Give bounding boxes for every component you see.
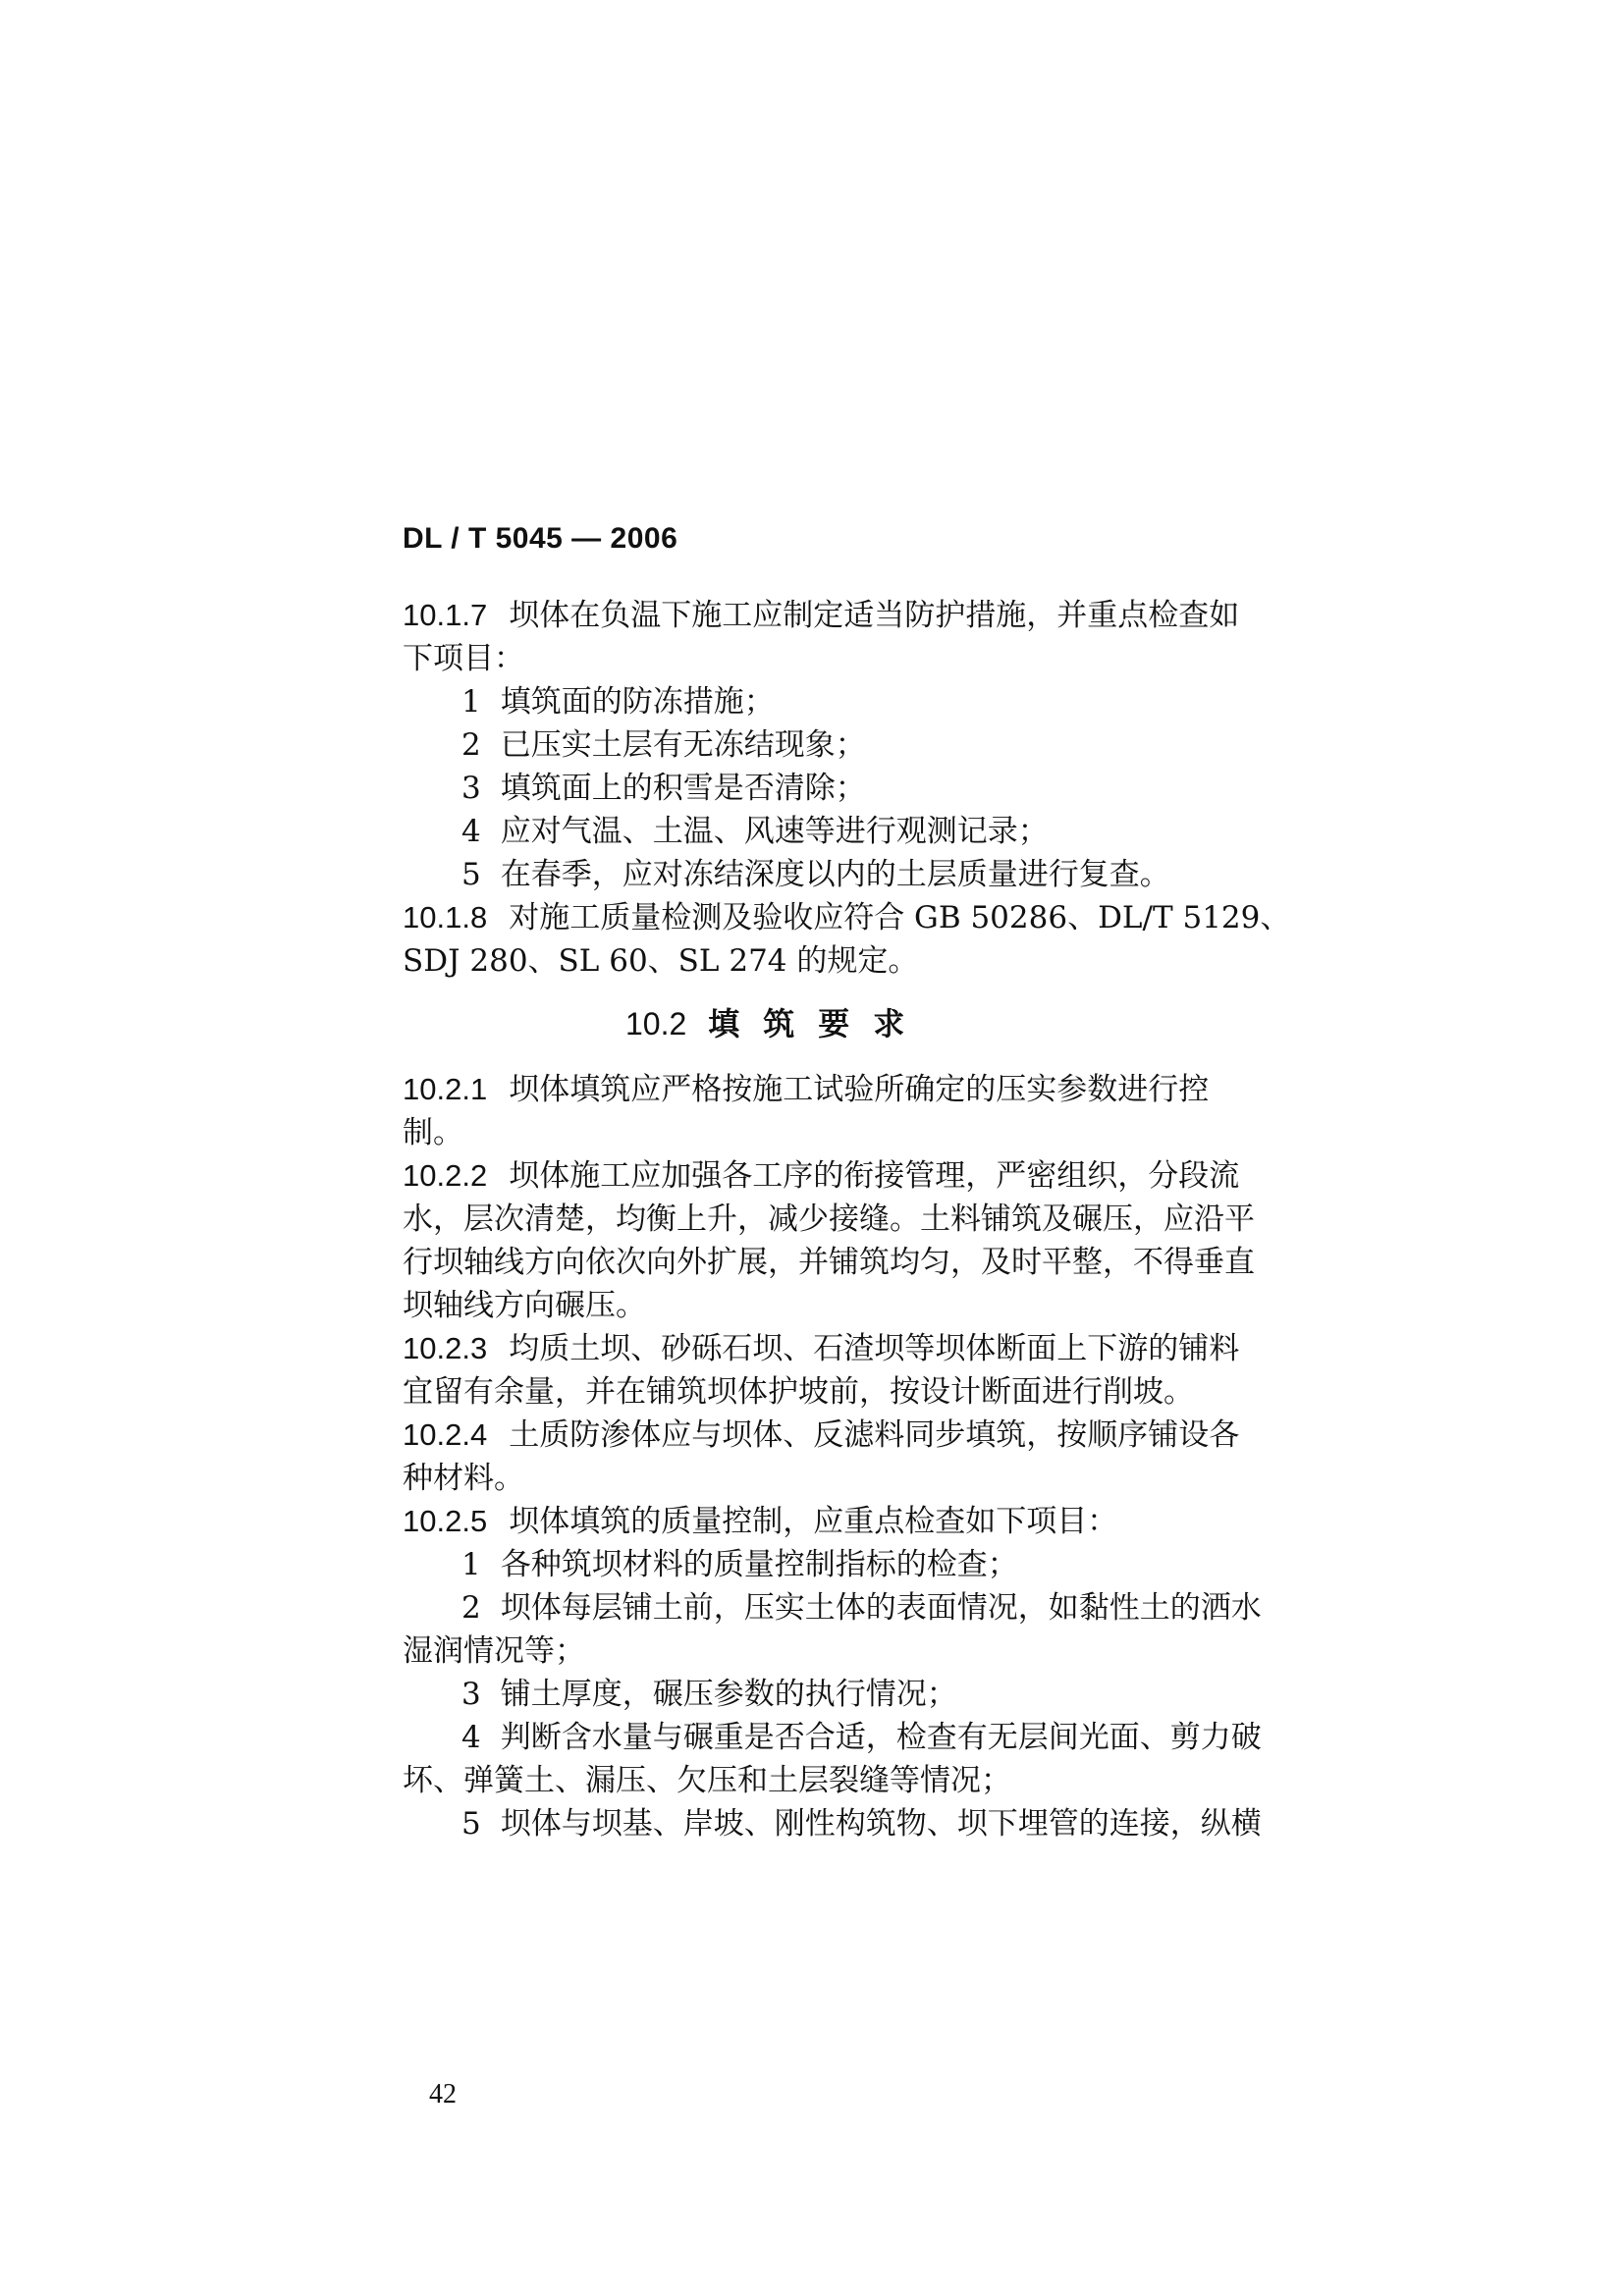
clause-10-2-1-continuation: 制。 xyxy=(403,1115,463,1150)
section-number: 10.2 xyxy=(625,1006,687,1041)
list-item-number: 4 xyxy=(461,814,481,849)
clause-10-1-8 xyxy=(403,896,1290,939)
clause-text: 坝体施工应加强各工序的衔接管理，严密组织，分段流 xyxy=(509,1158,1240,1194)
clause-number: 10.1.7 xyxy=(403,598,488,632)
list-item-number: 1 xyxy=(461,684,481,720)
list-item-text: 坝体与坝基、岸坡、刚性构筑物、坝下埋管的连接，纵横 xyxy=(500,1806,1262,1842)
list-item xyxy=(461,1673,957,1716)
list-item xyxy=(461,680,775,723)
list-item xyxy=(461,1543,1018,1586)
section-title: 填筑要求 xyxy=(708,1005,929,1042)
clause-10-2-2 xyxy=(403,1154,1239,1198)
list-item-number: 2 xyxy=(461,727,481,763)
list-item-text: 坝体每层铺土前，压实土体的表面情况，如黏性土的洒水 xyxy=(500,1590,1262,1626)
list-item-number: 3 xyxy=(461,1677,481,1712)
section-heading xyxy=(625,999,928,1044)
clause-10-2-4-continuation: 种材料。 xyxy=(403,1461,524,1496)
list-item-continuation: 湿润情况等； xyxy=(403,1633,585,1669)
list-item xyxy=(461,853,1170,896)
list-item-number: 5 xyxy=(461,857,481,892)
list-item-text: 判断含水量与碾重是否合适，检查有无层间光面、剪力破 xyxy=(500,1720,1262,1755)
clause-10-2-3-continuation: 宜留有余量，并在铺筑坝体护坡前，按设计断面进行削坡。 xyxy=(403,1374,1194,1410)
clause-text: 均质土坝、砂砾石坝、石渣坝等坝体断面上下游的铺料 xyxy=(509,1331,1240,1366)
list-item xyxy=(461,810,1049,853)
document-code: DL / T 5045 — 2006 xyxy=(403,522,678,555)
clause-text: 对施工质量检测及验收应符合 GB 50286、DL/T 5129、 xyxy=(509,900,1291,935)
list-item-text: 在春季，应对冻结深度以内的土层质量进行复查。 xyxy=(500,857,1170,892)
list-item-number: 3 xyxy=(461,771,481,806)
clause-text: 坝体填筑应严格按施工试验所确定的压实参数进行控 xyxy=(509,1072,1210,1107)
clause-number: 10.1.8 xyxy=(403,900,488,934)
clause-10-2-2-continuation: 水，层次清楚，均衡上升，减少接缝。土料铺筑及碾压，应沿平 xyxy=(403,1201,1255,1237)
list-item-number: 2 xyxy=(461,1590,481,1626)
clause-10-2-4 xyxy=(403,1414,1239,1457)
list-item-text: 应对气温、土温、风速等进行观测记录； xyxy=(500,814,1049,849)
clause-text: 坝体填筑的质量控制，应重点检查如下项目： xyxy=(509,1504,1118,1539)
clause-number: 10.2.2 xyxy=(403,1158,488,1193)
clause-10-2-2-continuation: 行坝轴线方向依次向外扩展，并铺筑均匀，及时平整，不得垂直 xyxy=(403,1245,1255,1280)
list-item xyxy=(461,767,866,810)
list-item-text: 已压实土层有无冻结现象； xyxy=(500,727,866,763)
list-item-number: 5 xyxy=(461,1806,481,1842)
list-item-text: 各种筑坝材料的质量控制指标的检查； xyxy=(500,1547,1018,1582)
list-item-number: 1 xyxy=(461,1547,481,1582)
list-item-text: 填筑面上的积雪是否清除； xyxy=(500,771,866,806)
clause-10-2-5 xyxy=(403,1500,1117,1543)
list-item xyxy=(461,1802,1262,1845)
page-number: 42 xyxy=(429,2079,457,2109)
list-item-number: 4 xyxy=(461,1720,481,1755)
clause-number: 10.2.5 xyxy=(403,1504,488,1538)
list-item-text: 铺土厚度，碾压参数的执行情况； xyxy=(500,1677,957,1712)
clause-10-2-3 xyxy=(403,1327,1239,1370)
clause-number: 10.2.4 xyxy=(403,1417,488,1452)
list-item xyxy=(461,1586,1262,1629)
clause-10-1-7-continuation: 下项目： xyxy=(403,641,524,676)
clause-10-1-7 xyxy=(403,594,1239,637)
clause-10-2-2-continuation: 坝轴线方向碾压。 xyxy=(403,1288,646,1323)
list-item xyxy=(461,723,866,767)
clause-number: 10.2.1 xyxy=(403,1072,488,1106)
list-item xyxy=(461,1716,1262,1759)
clause-10-1-8-continuation: SDJ 280、SL 60、SL 274 的规定。 xyxy=(403,943,919,979)
list-item-continuation: 坏、弹簧土、漏压、欠压和土层裂缝等情况； xyxy=(403,1763,1011,1798)
clause-text: 坝体在负温下施工应制定适当防护措施，并重点检查如 xyxy=(509,598,1240,633)
clause-text: 土质防渗体应与坝体、反滤料同步填筑，按顺序铺设各 xyxy=(509,1417,1240,1453)
clause-number: 10.2.3 xyxy=(403,1331,488,1365)
clause-10-2-1 xyxy=(403,1068,1209,1111)
list-item-text: 填筑面的防冻措施； xyxy=(500,684,775,720)
